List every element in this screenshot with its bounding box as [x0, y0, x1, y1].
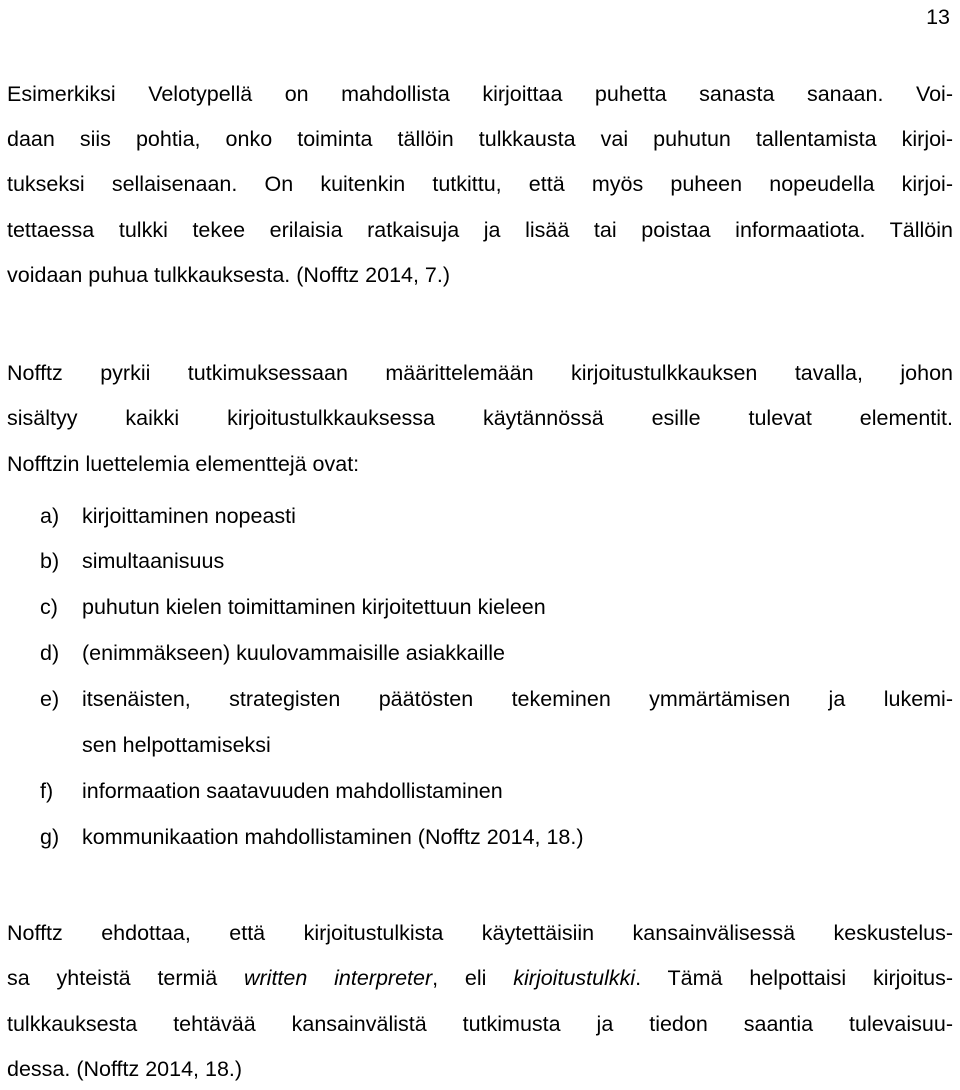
paragraph-3-line-2-part-b: , eli — [432, 966, 514, 990]
term-written-interpreter: written interpreter — [244, 966, 433, 990]
list-item-letter: g) — [40, 825, 60, 849]
list-item-letter: f) — [40, 779, 54, 803]
list-item-letter: a) — [40, 504, 60, 528]
paragraph-2-line-2: sisältyy kaikki kirjoitustulkkauksessa käytännössä esille tulevat elementit. — [7, 406, 953, 430]
list-item-text: simultaanisuus — [82, 549, 225, 573]
paragraph-3-line-2-part-c: . Tämä helpottaisi kirjoitus- — [635, 966, 953, 990]
list-item-text: (enimmäkseen) kuulovammaisille asiakkaille — [82, 641, 505, 665]
paragraph-3-line-2-part-a: sa yhteistä termiä — [7, 966, 244, 990]
paragraph-1-line-4: tettaessa tulkki tekee erilaisia ratkaisuja ja lisää tai poistaa informaatiota. Tällöin — [7, 218, 953, 242]
list-item-letter: b) — [40, 549, 60, 573]
paragraph-3-line-4: dessa. (Nofftz 2014, 18.) — [7, 1057, 243, 1081]
list-item-text: itsenäisten, strategisten päätösten tekeminen ymmärtämisen ja lukemi- — [82, 687, 953, 711]
list-item-letter: e) — [40, 687, 60, 711]
paragraph-1-line-3: tukseksi sellaisenaan. On kuitenkin tutkittu, että myös puheen nopeudella kirjoi- — [7, 172, 953, 196]
list-item-text: kirjoittaminen nopeasti — [82, 504, 296, 528]
paragraph-1-line-2: daan siis pohtia, onko toiminta tällöin tulkkausta vai puhutun tallentamista kirjoi- — [7, 127, 953, 151]
list-item-text: kommunikaation mahdollistaminen (Nofftz 2014, 18.) — [82, 825, 584, 849]
list-item-text-continued: sen helpottamiseksi — [82, 733, 271, 757]
paragraph-1-line-1: Esimerkiksi Velotypellä on mahdollista kirjoittaa puhetta sanasta sanaan. Voi- — [7, 82, 953, 106]
term-kirjoitustulkki: kirjoitustulkki — [513, 966, 636, 990]
list-item-text: informaation saatavuuden mahdollistaminen — [82, 779, 503, 803]
list-item-letter: c) — [40, 595, 58, 619]
paragraph-2-line-3: Nofftzin luettelemia elementtejä ovat: — [7, 452, 360, 476]
paragraph-2-line-1: Nofftz pyrkii tutkimuksessaan määrittelemään kirjoitustulkkauksen tavalla, johon — [7, 361, 953, 385]
paragraph-3-line-1: Nofftz ehdottaa, että kirjoitustulkista käytettäisiin kansainvälisessä keskustelus- — [7, 921, 953, 945]
paragraph-3-line-3: tulkkauksesta tehtävää kansainvälistä tutkimusta ja tiedon saantia tulevaisuu- — [7, 1012, 953, 1036]
paragraph-3-line-2 — [7, 968, 953, 990]
list-item-text: puhutun kielen toimittaminen kirjoitettuun kieleen — [82, 595, 546, 619]
list-item-letter: d) — [40, 641, 60, 665]
paragraph-1-line-5: voidaan puhua tulkkauksesta. (Nofftz 2014, 7.) — [7, 263, 451, 287]
page-number: 13 — [926, 5, 950, 29]
